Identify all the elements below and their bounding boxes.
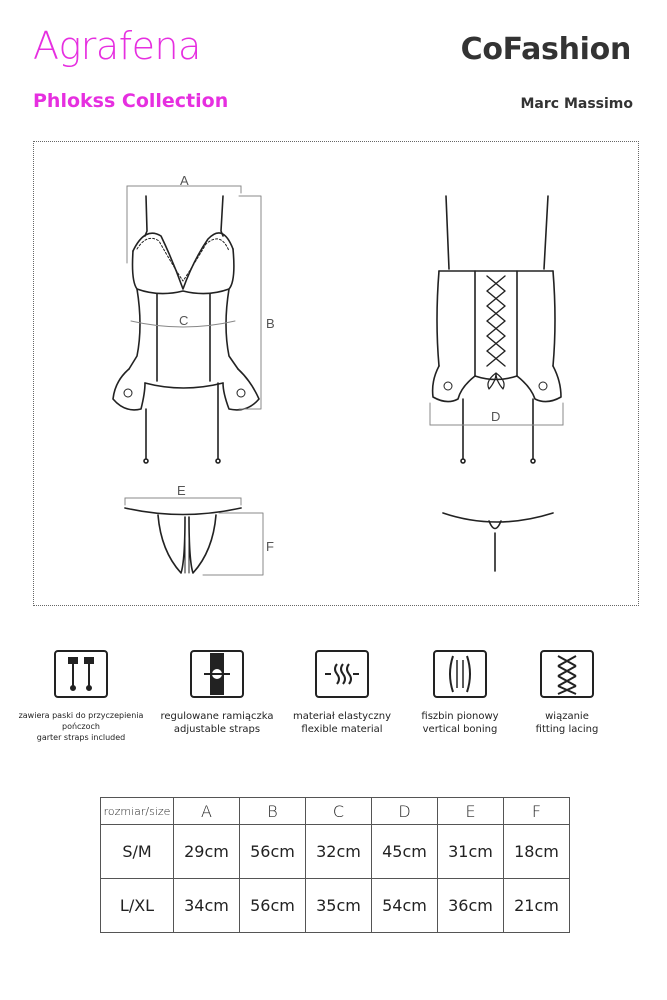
label-a: A bbox=[180, 173, 189, 188]
feature-label-pl: regulowane ramiączka bbox=[160, 711, 274, 722]
feature-flexible-material bbox=[277, 650, 407, 736]
size-table bbox=[100, 797, 570, 933]
lacing-icon bbox=[540, 650, 594, 698]
column-header-d: D bbox=[372, 798, 438, 825]
feature-label-en: vertical boning bbox=[422, 724, 498, 735]
feature-label-en: fitting lacing bbox=[535, 724, 599, 735]
size-table-header bbox=[101, 798, 570, 825]
back-thong-drawing bbox=[443, 513, 553, 571]
product-name: Agrafena bbox=[33, 24, 201, 68]
feature-label-pl: zawiera paski do przyczepienia pończoch bbox=[18, 711, 144, 731]
label-e: E bbox=[177, 483, 186, 498]
feature-label-pl: fiszbin pionowy bbox=[421, 711, 499, 722]
table-cell: 34cm bbox=[174, 879, 240, 933]
table-row bbox=[101, 879, 570, 933]
label-d: D bbox=[491, 409, 501, 424]
table-cell: 45cm bbox=[372, 825, 438, 879]
table-cell: 56cm bbox=[240, 825, 306, 879]
designer-name: Marc Massimo bbox=[520, 96, 633, 112]
table-cell: 18cm bbox=[504, 825, 570, 879]
vertical-boning-icon bbox=[433, 650, 487, 698]
row-size-label: S/M bbox=[101, 825, 174, 879]
table-cell: 36cm bbox=[438, 879, 504, 933]
feature-label-pl: wiązanie bbox=[545, 711, 589, 722]
table-cell: 21cm bbox=[504, 879, 570, 933]
column-header-c: C bbox=[306, 798, 372, 825]
feature-fitting-lacing bbox=[502, 650, 632, 736]
column-header-a: A bbox=[174, 798, 240, 825]
feature-label-en: garter straps included bbox=[36, 733, 126, 742]
brand-logo: CoFashion bbox=[460, 32, 631, 67]
table-cell: 56cm bbox=[240, 879, 306, 933]
table-cell: 32cm bbox=[306, 825, 372, 879]
feature-label-en: adjustable straps bbox=[173, 724, 261, 735]
measurement-diagram bbox=[33, 141, 639, 606]
table-row bbox=[101, 825, 570, 879]
feature-label-en: flexible material bbox=[301, 724, 383, 735]
garter-straps-icon bbox=[54, 650, 108, 698]
table-cell: 35cm bbox=[306, 879, 372, 933]
label-b: B bbox=[266, 316, 275, 331]
table-cell: 31cm bbox=[438, 825, 504, 879]
feature-adjustable-straps bbox=[152, 650, 282, 736]
elastic-material-icon bbox=[315, 650, 369, 698]
front-thong-drawing bbox=[125, 498, 263, 575]
label-f: F bbox=[266, 539, 274, 554]
column-header-f: F bbox=[504, 798, 570, 825]
adjustable-strap-icon bbox=[190, 650, 244, 698]
size-table-corner: rozmiar/size bbox=[101, 798, 174, 825]
table-cell: 54cm bbox=[372, 879, 438, 933]
feature-garter-straps bbox=[16, 650, 146, 743]
column-header-b: B bbox=[240, 798, 306, 825]
table-cell: 29cm bbox=[174, 825, 240, 879]
collection-name: Phlokss Collection bbox=[33, 90, 229, 112]
column-header-e: E bbox=[438, 798, 504, 825]
row-size-label: L/XL bbox=[101, 879, 174, 933]
feature-label-pl: materiał elastyczny bbox=[292, 711, 392, 722]
label-c: C bbox=[179, 313, 189, 328]
